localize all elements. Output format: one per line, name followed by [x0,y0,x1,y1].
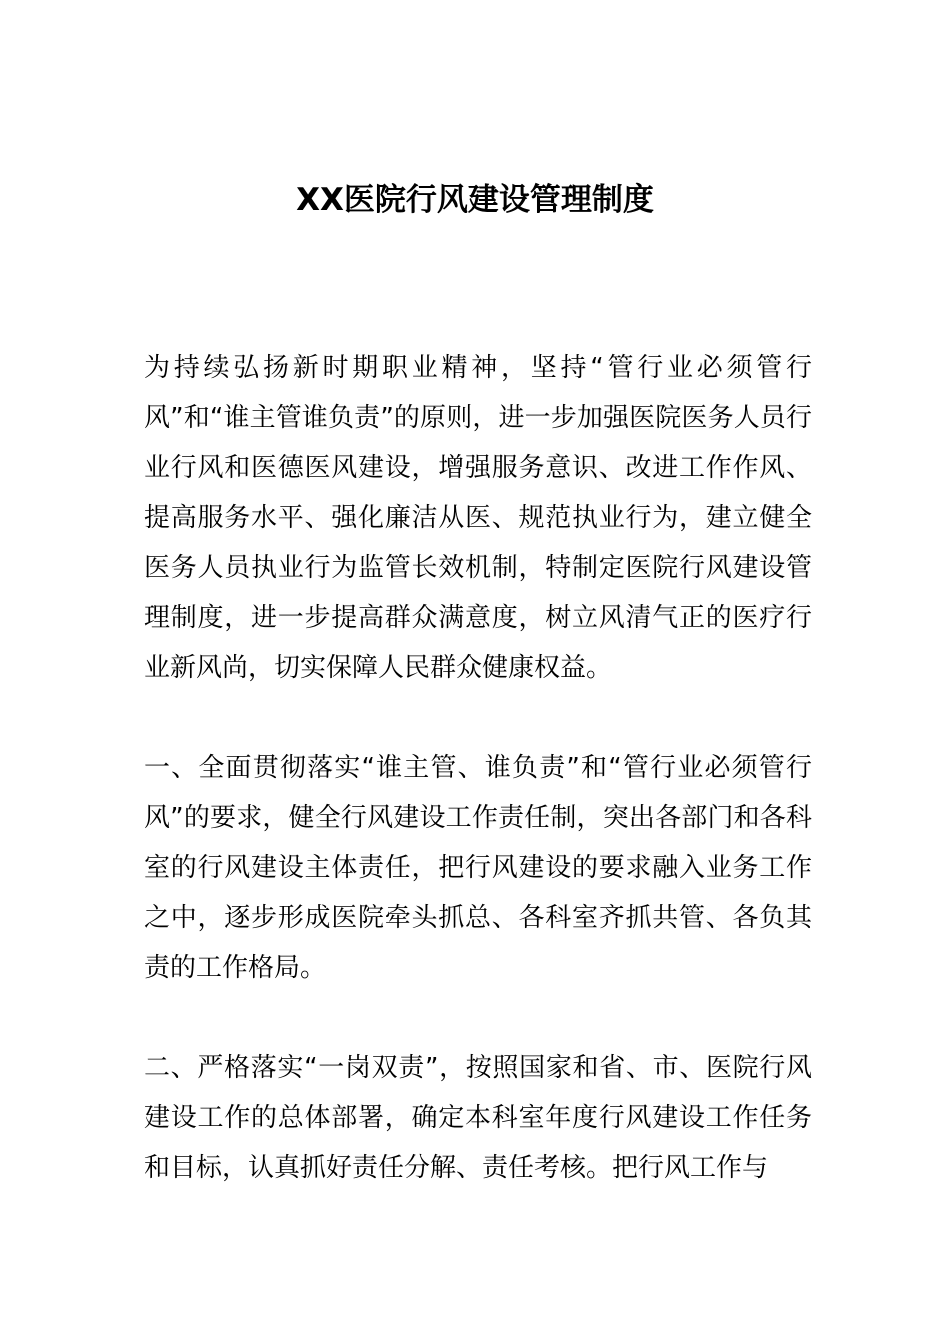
document-title: XX医院行风建设管理制度 [296,181,654,218]
paragraph-item-2: 二、严格落实“一岗双责”，按照国家和省、市、医院行风建设工作的总体部署，确定本科室年度行风建设工作任务和目标，认真抓好责任分解、责任考核。把行风工作与 [144,1053,812,1183]
document-body [144,343,812,1243]
paragraph-item-1: 一、全面贯彻落实“谁主管、谁负责”和“管行业必须管行风”的要求，健全行风建设工作责任制，突出各部门和各科室的行风建设主体责任，把行风建设的要求融入业务工作之中，逐步形成医院牵头抓总、各科室齐抓共管、各负其责的工作格局。 [144,753,812,983]
paragraph-intro: 为持续弘扬新时期职业精神，坚持“管行业必须管行风”和“谁主管谁负责”的原则，进一步加强医院医务人员行业行风和医德医风建设，增强服务意识、改进工作作风、提高服务水平、强化廉洁从医、规范执业行为，建立健全医务人员执业行为监管长效机制，特制定医院行风建设管理制度，进一步提高群众满意度，树立风清气正的医疗行业新风尚，切实保障人民群众健康权益。 [144,353,812,683]
